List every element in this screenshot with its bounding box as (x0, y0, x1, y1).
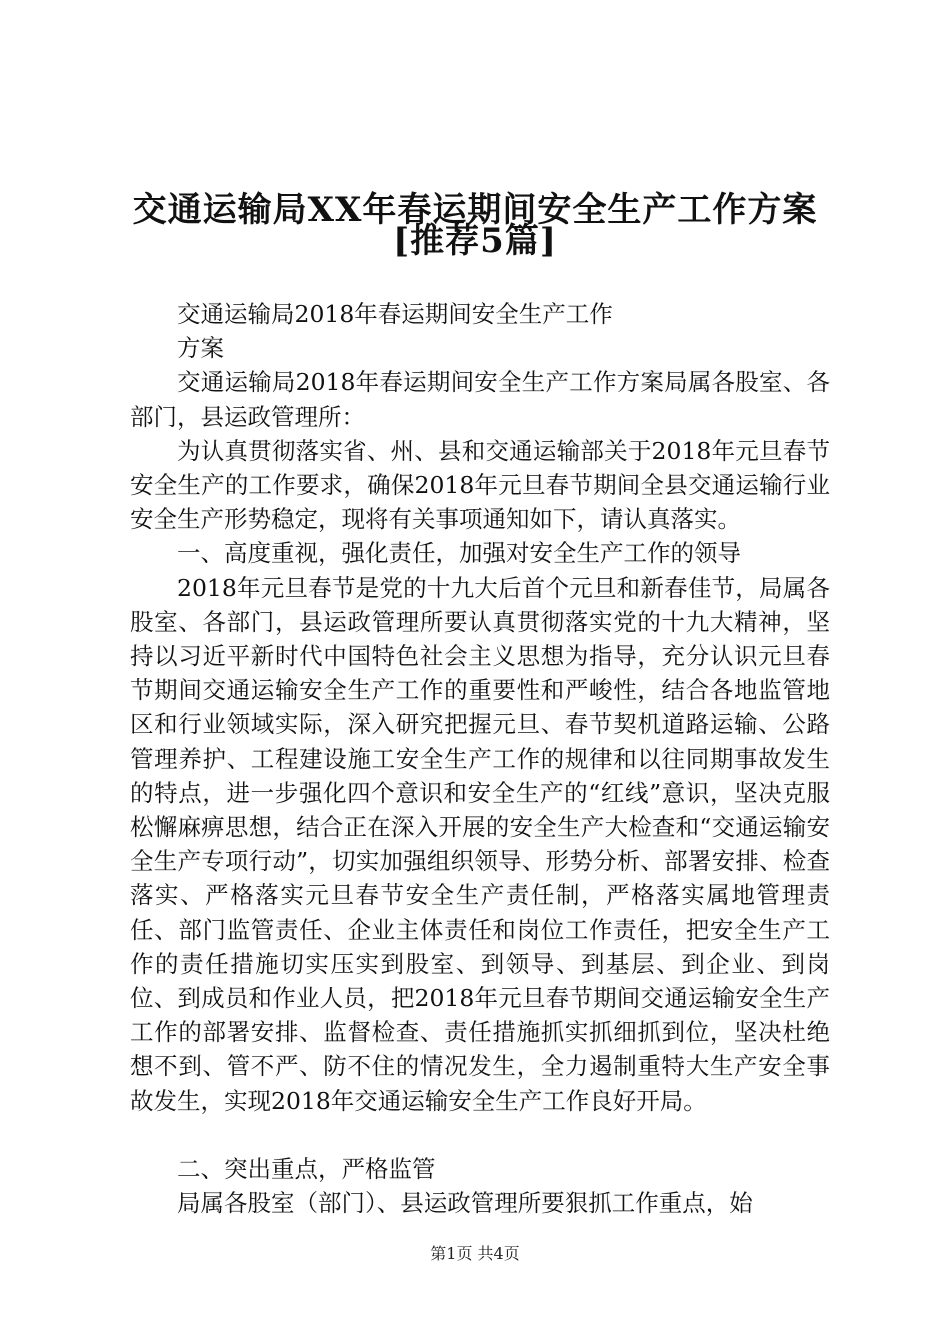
section-heading-2: 二、突出重点，严格监管 (177, 1154, 436, 1183)
section-heading-1: 一、高度重视，强化责任，加强对安全生产工作的领导 (177, 539, 741, 568)
page-number-footer: 第1页 共4页 (430, 1244, 520, 1263)
paragraph-salutation: 交通运输局2018年春运期间安全生产工作方案局属各股室、各部门，县运政管理所： (130, 368, 830, 431)
paragraph-subtitle-cont: 方案 (177, 334, 224, 363)
paragraph-subtitle: 交通运输局2018年春运期间安全生产工作 (177, 300, 613, 328)
document-title-line-1: 交通运输局XX年春运期间安全生产工作方案 (132, 190, 818, 230)
paragraph-section-2: 局属各股室（部门）、县运政管理所要狠抓工作重点，始 (177, 1189, 753, 1218)
paragraph-section-1: 2018年元旦春节是党的十九大后首个元旦和新春佳节，局属各股室、各部门，县运政管理所要认真贯彻落实党的十九大精神，坚持以习近平新时代中国特色社会主义思想为指导，充分认识元旦春节期间交通运输安全生产工作的重要性和严峻性，结合各地监管地区和行业领域实际，深入研究把握元旦、春节契机道路运输、公路管理养护、工程建设施工安全生产工作的规律和以往同期事故发生的特点，进一步强化四个意识和安全生产的“红线”意识，坚决克服松懈麻痹思想，结合正在深入开展的安全生产大检查和“交通运输安全生产专项行动”，切实加强组织领导、形势分析、部署安排、检查落实、严格落实元旦春节安全生产责任制，严格落实属地管理责任、部门监管责任、企业主体责任和岗位工作责任，把安全生产工作的责任措施切实压实到股室、到领导、到基层、到企业、到岗位、到成员和作业人员，把2018年元旦春节期间交通运输安全生产工作的部署安排、监督检查、责任措施抓实抓细抓到位，坚决杜绝想不到、管不严、防不住的情况发生，全力遏制重特大生产安全事故发生，实现2018年交通运输安全生产工作良好开局。 (130, 573, 830, 1115)
document-body (130, 297, 830, 1220)
document-title-line-2: [推荐5篇] (393, 221, 557, 261)
paragraph-intro: 为认真贯彻落实省、州、县和交通运输部关于2018年元旦春节安全生产的工作要求，确保2018年元旦春节期间全县交通运输行业安全生产形势稳定，现将有关事项通知如下，请认真落实。 (130, 436, 830, 534)
